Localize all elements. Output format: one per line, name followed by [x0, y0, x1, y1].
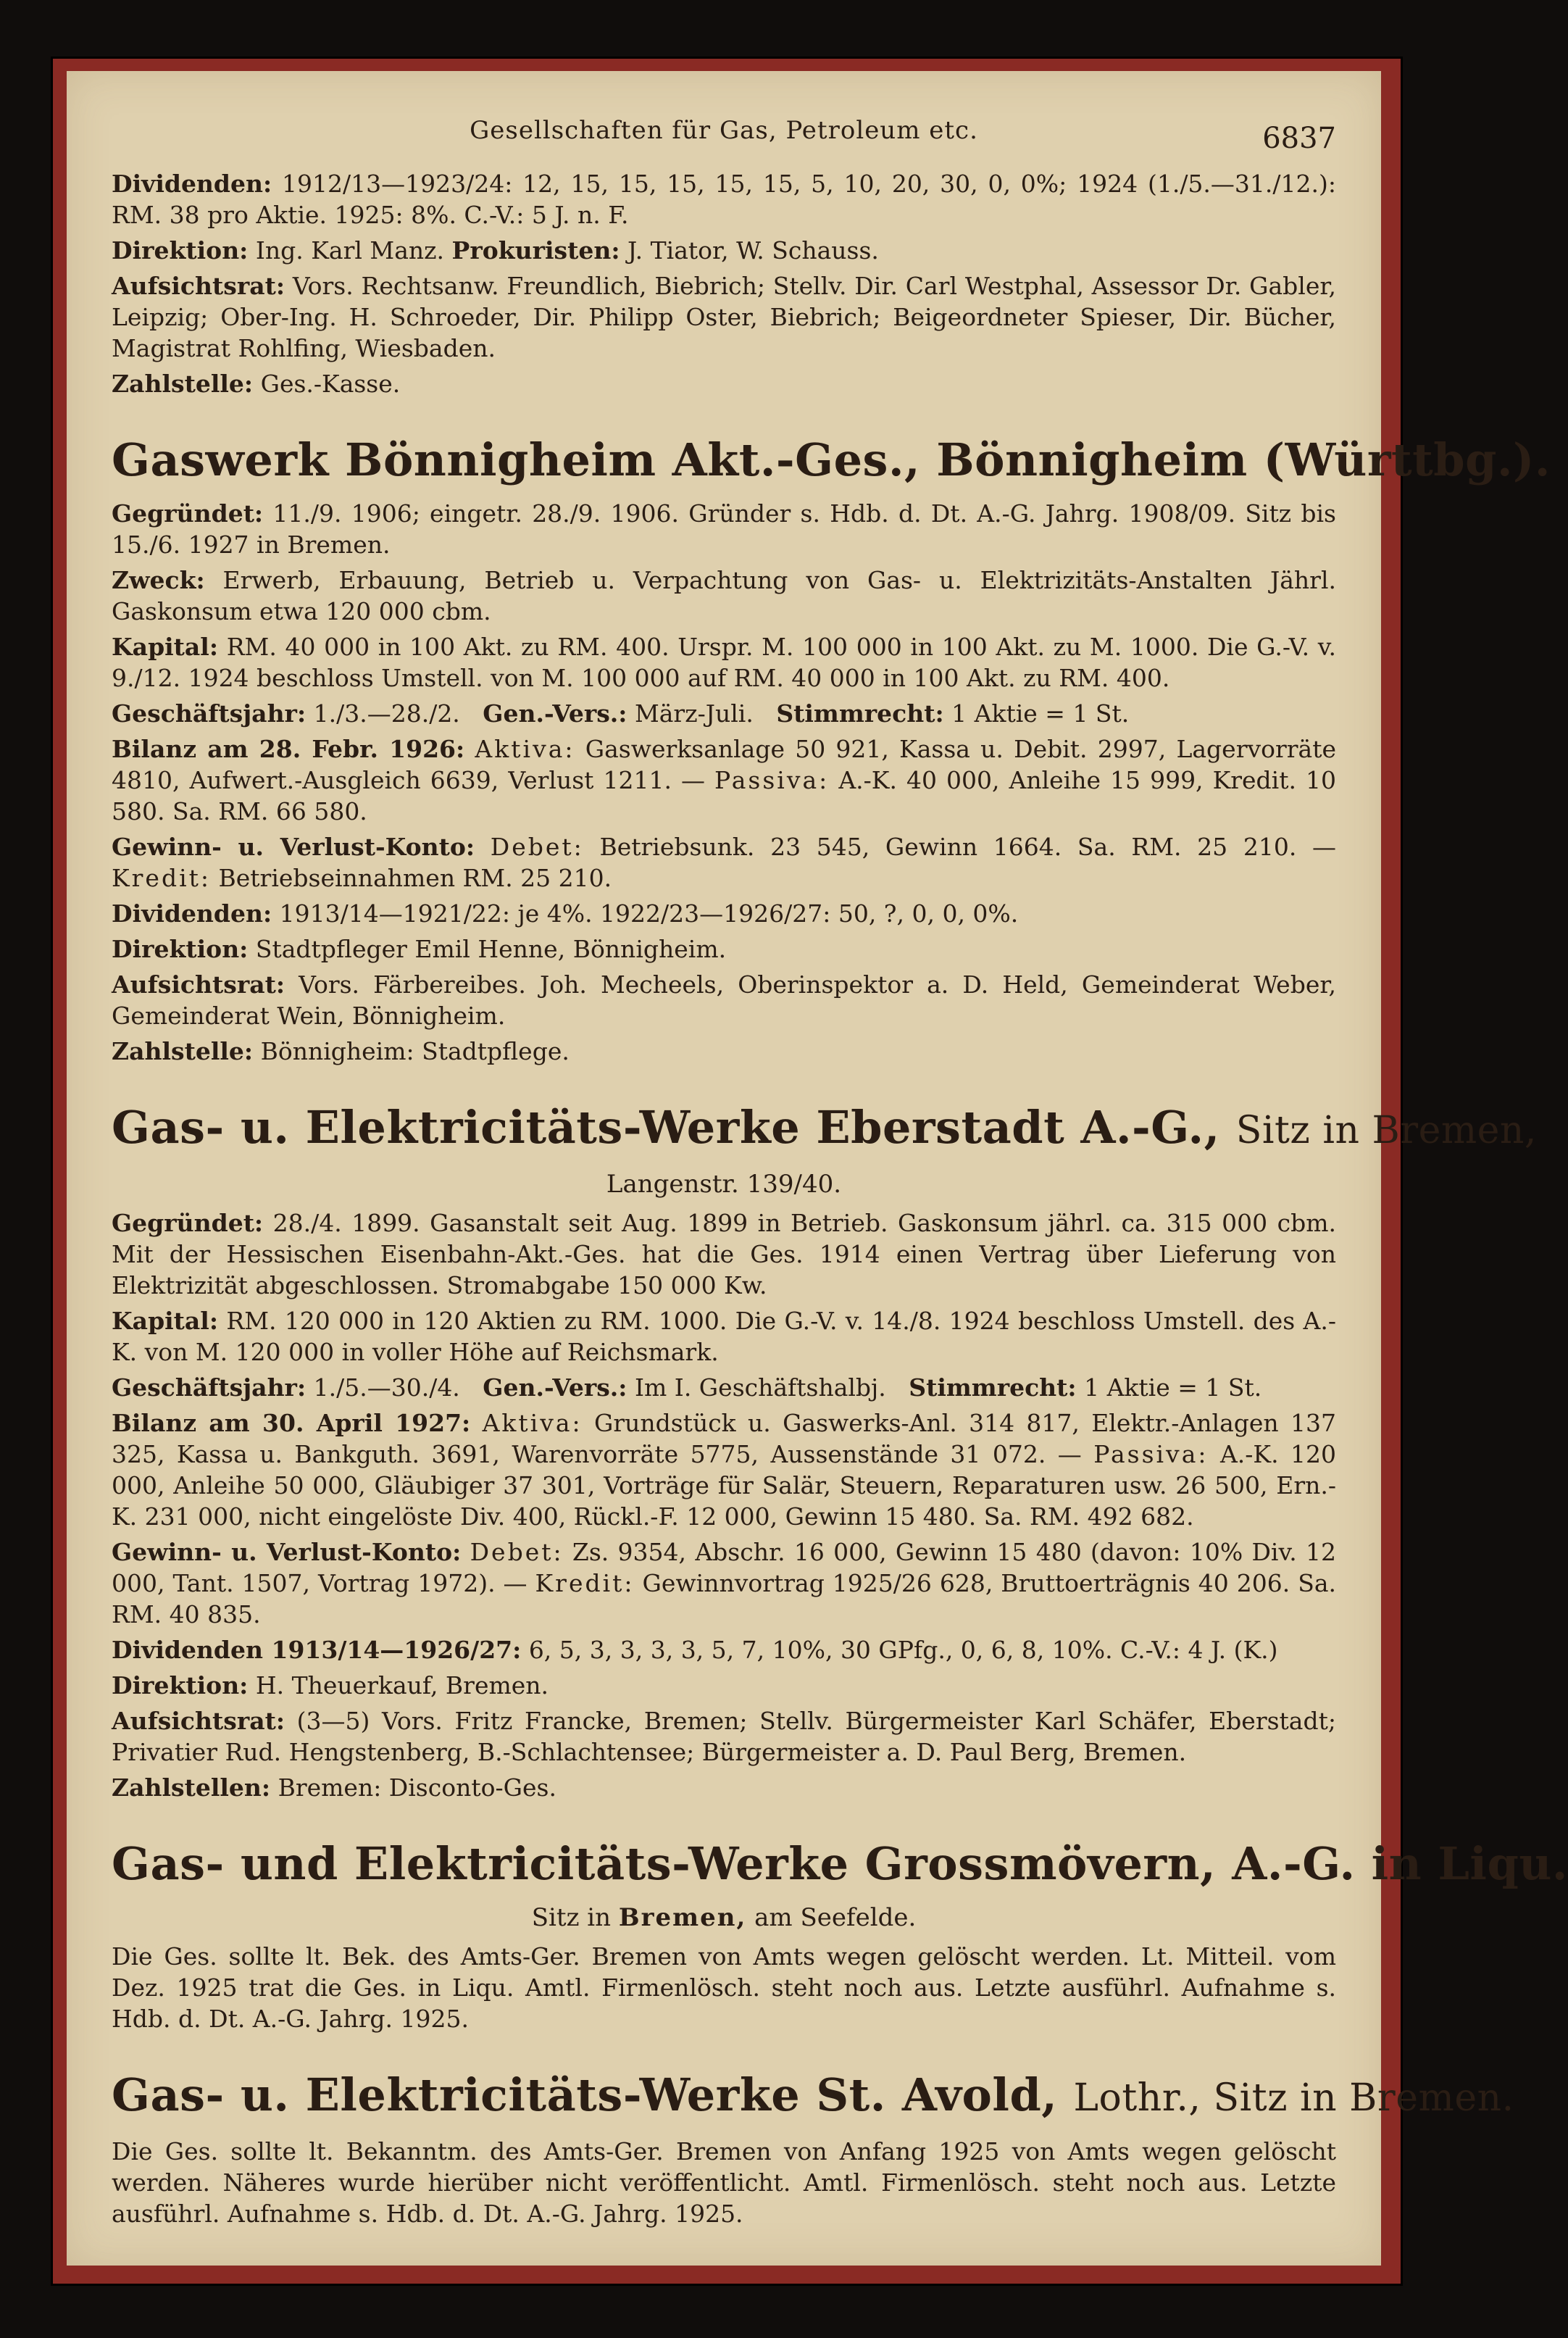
geschaeftsjahr-label: Geschäftsjahr:	[112, 1373, 306, 1402]
stimmrecht-label: Stimmrecht:	[776, 699, 944, 728]
zahlstelle-text: Bönnigheim: Stadtpflege.	[260, 1037, 570, 1065]
running-head-title: Gesellschaften für Gas, Petroleum etc.	[470, 116, 978, 145]
aufsichtsrat-text: (3—5) Vors. Fritz Francke, Bremen; Stellv. Bürgermeister Karl Schäfer, Eberstadt; Privatier Rud. Hengstenberg, B.-Schlachtensee; Bürgermeister a. D. Paul Berg, Bremen.	[112, 1707, 1336, 1766]
zahlstelle-para	[112, 1036, 1336, 1067]
dividenden-label: Dividenden 1913/14—1926/27:	[112, 1636, 522, 1664]
geschaeftsjahr-para	[112, 1372, 1336, 1403]
bilanz-aktiva-text: Grundstück u. Gaswerks-Anl. 314 817, Elektr.-Anlagen 137 325, Kassa u. Bankguth. 3691, Warenvorräte 5775, Aussenstände 31 072. —	[112, 1409, 1336, 1468]
bilanz-passiva-text: A.-K. 40 000, Anleihe 15 999, Kredit. 10 580. Sa. RM. 66 580.	[112, 766, 1336, 825]
bilanz-para	[112, 733, 1336, 827]
stimmrecht-text: 1 Aktie = 1 St.	[951, 699, 1130, 728]
zweck-text: Erwerb, Erbauung, Betrieb u. Verpachtung von Gas- u. Elektrizitäts-Anstalten Jährl. Gaskonsum etwa 120 000 cbm.	[112, 566, 1336, 625]
aufsichtsrat-text: Vors. Färbereibes. Joh. Mecheels, Oberinspektor a. D. Held, Gemeinderat Weber, Gemeinderat Wein, Bönnigheim.	[112, 970, 1336, 1030]
guv-kredit-text: Gewinnvortrag 1925/26 628, Bruttoerträgnis 40 206. Sa. RM. 40 835.	[112, 1569, 1336, 1628]
direktion-text: Ing. Karl Manz.	[255, 236, 445, 265]
kapital-text: RM. 120 000 in 120 Aktien zu RM. 1000. Die G.-V. v. 14./8. 1924 beschloss Umstell. des A.-K. von M. 120 000 in voller Höhe auf Reichsmark.	[112, 1307, 1336, 1366]
aufsichtsrat-para	[112, 969, 1336, 1031]
guv-label: Gewinn- u. Verlust-Konto:	[112, 1538, 462, 1566]
aufsichtsrat-label: Aufsichtsrat:	[112, 970, 285, 999]
geschaeftsjahr-label: Geschäftsjahr:	[112, 699, 306, 728]
stimmrecht-label: Stimmrecht:	[909, 1373, 1077, 1402]
guv-debet-text: Zs. 9354, Abschr. 16 000, Gewinn 15 480 (davon: 10% Div. 12 000, Tant. 1507, Vortrag 1972). —	[112, 1538, 1336, 1597]
zahlstelle-label: Zahlstelle:	[112, 1037, 254, 1065]
dividenden-text: 6, 5, 3, 3, 3, 3, 5, 7, 10%, 30 GPfg., 0, 6, 8, 10%. C.-V.: 4 J. (K.)	[528, 1636, 1278, 1664]
company-title: Gas- und Elektricitäts-Werke Grossmövern, A.-G. in Liqu.	[112, 1837, 1568, 1890]
debet-label: Debet:	[470, 1538, 564, 1566]
zahlstelle-label: Zahlstelle:	[112, 370, 254, 398]
kapital-label: Kapital:	[112, 1307, 219, 1335]
genvers-text: März-Juli.	[634, 699, 754, 728]
direktion-para	[112, 235, 1336, 266]
gegruendet-para	[112, 498, 1336, 560]
liquidation-para: Die Ges. sollte lt. Bek. des Amts-Ger. Bremen von Amts wegen gelöscht werden. Lt. Mitteil. vom Dez. 1925 trat die Ges. in Liqu. Amtl. Firmenlösch. steht noch aus. Letzte ausführl. Aufnahme s. Hdb. d. Dt. A.-G. Jahrg. 1925.	[112, 1942, 1336, 2033]
guv-para	[112, 1536, 1336, 1630]
deletion-para: Die Ges. sollte lt. Bekanntm. des Amts-Ger. Bremen von Anfang 1925 von Amts wegen gelöscht werden. Näheres wurde hierüber nicht veröffentlicht. Amtl. Firmenlösch. steht noch aus. Letzte ausführl. Aufnahme s. Hdb. d. Dt. A.-G. Jahrg. 1925.	[112, 2137, 1336, 2228]
genvers-label: Gen.-Vers.:	[483, 1373, 627, 1402]
direktion-text: H. Theuerkauf, Bremen.	[255, 1671, 549, 1700]
aufsichtsrat-para	[112, 1705, 1336, 1768]
direktion-label: Direktion:	[112, 236, 249, 265]
guv-debet-text: Betriebsunk. 23 545, Gewinn 1664. Sa. RM. 25 210. —	[599, 833, 1336, 861]
prokuristen-text: J. Tiator, W. Schauss.	[627, 236, 879, 265]
company-title	[112, 2068, 1514, 2126]
company-title	[112, 1100, 1537, 1158]
kapital-para	[112, 1305, 1336, 1368]
zahlstellen-para	[112, 1772, 1336, 1803]
page-number: 6837	[1262, 122, 1336, 155]
bilanz-label: Bilanz am 28. Febr. 1926:	[112, 735, 465, 763]
zahlstellen-label: Zahlstellen:	[112, 1773, 271, 1802]
aufsichtsrat-para	[112, 270, 1336, 364]
company-title-main: Gas- u. Elektricitäts-Werke St. Avold,	[112, 2068, 1058, 2121]
company-title-seat: Lothr., Sitz in Bremen.	[1073, 2076, 1514, 2120]
stimmrecht-text: 1 Aktie = 1 St.	[1084, 1373, 1262, 1402]
gegruendet-label: Gegründet:	[112, 1209, 264, 1237]
kredit-label: Kredit:	[112, 864, 212, 892]
gegruendet-para	[112, 1207, 1336, 1301]
genvers-label: Gen.-Vers.:	[483, 699, 627, 728]
direktion-text: Stadtpfleger Emil Henne, Bönnigheim.	[255, 935, 727, 963]
kapital-text: RM. 40 000 in 100 Akt. zu RM. 400. Urspr. M. 100 000 in 100 Akt. zu M. 1000. Die G.-V. v. 9./12. 1924 beschloss Umstell. von M. 100 000 auf RM. 40 000 in 100 Akt. zu RM. 400.	[112, 633, 1336, 692]
dividenden-para	[112, 1634, 1336, 1665]
aufsichtsrat-label: Aufsichtsrat:	[112, 1707, 285, 1735]
company-title: Gaswerk Bönnigheim Akt.-Ges., Bönnigheim (Württbg.).	[112, 433, 1551, 486]
prokuristen-label: Prokuristen:	[451, 236, 620, 265]
dividenden-label: Dividenden:	[112, 170, 272, 198]
zweck-label: Zweck:	[112, 566, 205, 594]
geschaeftsjahr-text: 1./3.—28./2.	[313, 699, 460, 728]
aufsichtsrat-label: Aufsichtsrat:	[112, 272, 285, 300]
kredit-label: Kredit:	[535, 1569, 635, 1597]
guv-label: Gewinn- u. Verlust-Konto:	[112, 833, 475, 861]
entry-boennigheim	[112, 433, 1551, 1067]
geschaeftsjahr-para	[112, 698, 1336, 729]
page-content	[112, 116, 1568, 2234]
passiva-label: Passiva:	[1093, 1440, 1209, 1468]
company-title-main: Gas- u. Elektricitäts-Werke Eberstadt A.-G.,	[112, 1101, 1220, 1154]
company-address: Langenstr. 139/40.	[606, 1170, 842, 1199]
bilanz-passiva-text: A.-K. 120 000, Anleihe 50 000, Gläubiger 37 301, Vorträge für Salär, Steuern, Reparaturen usw. 26 500, Ern.-K. 231 000, nicht eingelöste Div. 400, Rückl.-F. 12 000, Gewinn 15 480. Sa. RM. 492 682.	[112, 1440, 1336, 1531]
direktion-para	[112, 1670, 1336, 1701]
entry-grossmoevern	[112, 1836, 1568, 2034]
zahlstelle-para	[112, 368, 1336, 399]
gegruendet-label: Gegründet:	[112, 499, 264, 528]
guv-para	[112, 831, 1336, 894]
direktion-para	[112, 933, 1336, 965]
bilanz-para	[112, 1407, 1336, 1532]
kapital-para	[112, 631, 1336, 694]
zweck-para	[112, 565, 1336, 627]
aufsichtsrat-text: Vors. Rechtsanw. Freundlich, Biebrich; Stellv. Dir. Carl Westphal, Assessor Dr. Gabler, Leipzig; Ober-Ing. H. Schroeder, Dir. Philipp Oster, Biebrich; Beigeordneter Spieser, Dir. Bücher, Magistrat Rohlfing, Wiesbaden.	[112, 272, 1336, 362]
entry-continued	[112, 168, 1336, 399]
aktiva-label: Aktiva:	[475, 735, 575, 763]
direktion-label: Direktion:	[112, 1671, 249, 1700]
zahlstellen-text: Bremen: Disconto-Ges.	[278, 1773, 556, 1802]
kapital-label: Kapital:	[112, 633, 219, 661]
dividenden-para	[112, 168, 1336, 230]
bilanz-aktiva-text: Gaswerksanlage 50 921, Kassa u. Debit. 2997, Lagervorräte 4810, Aufwert.-Ausgleich 6639, Verlust 1211. —	[112, 735, 1336, 794]
dividenden-label: Dividenden:	[112, 899, 272, 928]
company-seat	[112, 1902, 1336, 1934]
geschaeftsjahr-text: 1./5.—30./4.	[313, 1373, 460, 1402]
passiva-label: Passiva:	[714, 766, 830, 794]
direktion-label: Direktion:	[112, 935, 249, 963]
guv-kredit-text: Betriebseinnahmen RM. 25 210.	[218, 864, 612, 892]
running-head	[112, 116, 1336, 168]
entry-eberstadt	[112, 1100, 1537, 1803]
seat-city: Bremen,	[618, 1903, 747, 1932]
bilanz-label: Bilanz am 30. April 1927:	[112, 1409, 471, 1437]
document-page	[67, 71, 1568, 2266]
seat-prefix: Sitz in	[531, 1903, 612, 1932]
dividenden-text: 1912/13—1923/24: 12, 15, 15, 15, 15, 15, 5, 10, 20, 30, 0, 0%; 1924 (1./5.—31./12.): RM. 38 pro Aktie. 1925: 8%. C.-V.: 5 J. n. F.	[112, 170, 1336, 229]
company-title-seat: Sitz in Bremen,	[1235, 1109, 1537, 1152]
seat-street: am Seefelde.	[754, 1903, 917, 1932]
entry-st-avold	[112, 2068, 1514, 2229]
debet-label: Debet:	[490, 833, 584, 861]
gegruendet-text: 11./9. 1906; eingetr. 28./9. 1906. Gründer s. Hdb. d. Dt. A.-G. Jahrg. 1908/09. Sitz bis 15./6. 1927 in Bremen.	[112, 499, 1336, 559]
dividenden-para	[112, 898, 1336, 929]
genvers-text: Im I. Geschäftshalbj.	[634, 1373, 886, 1402]
gegruendet-text: 28./4. 1899. Gasanstalt seit Aug. 1899 in Betrieb. Gaskonsum jährl. ca. 315 000 cbm. Mit der Hessischen Eisenbahn-Akt.-Ges. hat die Ges. 1914 einen Vertrag über Lieferung von Elektrizität abgeschlossen. Stromabgabe 150 000 Kw.	[112, 1209, 1336, 1299]
dividenden-text: 1913/14—1921/22: je 4%. 1922/23—1926/27: 50, ?, 0, 0, 0%.	[279, 899, 1019, 928]
zahlstelle-text: Ges.-Kasse.	[260, 370, 401, 398]
aktiva-label: Aktiva:	[482, 1409, 583, 1437]
